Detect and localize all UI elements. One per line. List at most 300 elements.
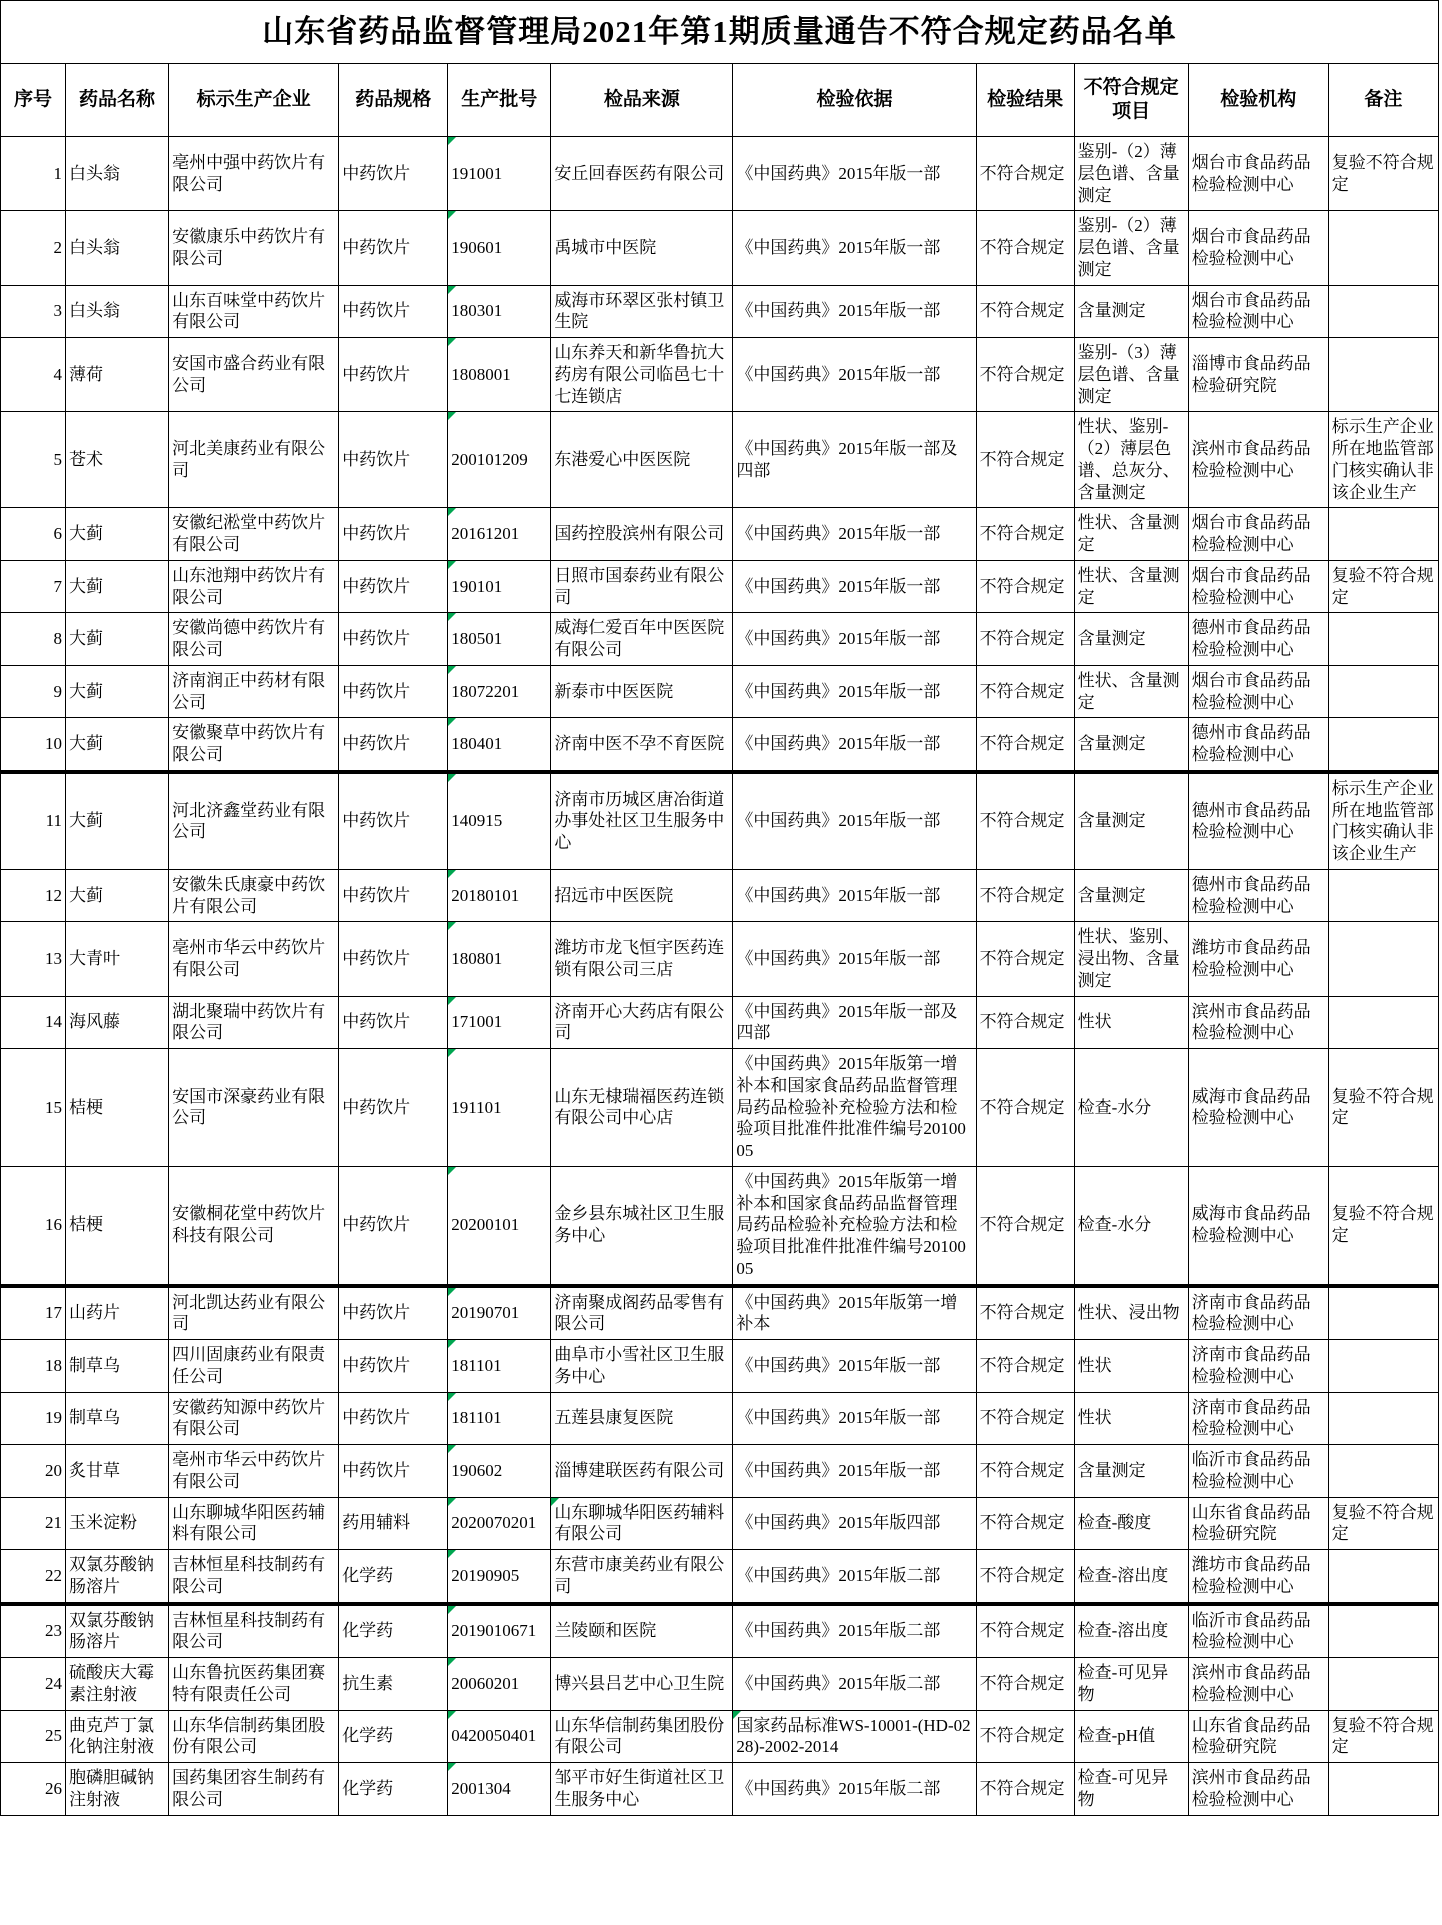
cell-sample-source-text: 威海市环翠区张村镇卫生院 (554, 290, 725, 332)
cell-batch-number-text: 20190701 (451, 1303, 520, 1323)
cell-batch-number-text: 190602 (451, 1460, 503, 1480)
cell-test-basis (733, 922, 976, 996)
cell-noncompliant-items (1074, 1286, 1188, 1340)
cell-remark (1328, 1049, 1438, 1167)
cell-noncompliant-items-text: 性状、含量测定 (1077, 565, 1180, 607)
cell-seq-number (1, 508, 66, 561)
cell-batch-number (448, 1286, 551, 1340)
cell-test-basis (733, 1392, 976, 1445)
cell-drug-name (66, 1550, 169, 1604)
cell-noncompliant-items (1074, 1392, 1188, 1445)
cell-batch-number-text: 20200101 (451, 1215, 520, 1235)
cell-sample-source (551, 137, 733, 211)
table-row (1, 922, 1439, 996)
cell-test-result (976, 1166, 1074, 1285)
cell-sample-source (551, 1166, 733, 1285)
cell-sample-source-text: 山东养天和新华鲁抗大药房有限公司临邑七十七连锁店 (554, 343, 725, 406)
cell-sample-source (551, 560, 733, 613)
cell-noncompliant-items (1074, 285, 1188, 338)
table-row (1, 1658, 1439, 1711)
cell-sample-source-text: 新泰市中医医院 (554, 681, 674, 701)
cell-manufacturer (169, 285, 339, 338)
table-row (1, 718, 1439, 772)
cell-drug-spec (339, 137, 448, 211)
table-row (1, 1392, 1439, 1445)
cell-test-result (976, 718, 1074, 772)
cell-manufacturer (169, 1658, 339, 1711)
cell-test-agency-text: 烟台市食品药品检验检测中心 (1191, 565, 1311, 607)
cell-remark (1328, 1710, 1438, 1763)
cell-batch-number-text: 191101 (451, 1097, 502, 1117)
cell-seq-number-text: 11 (45, 811, 63, 831)
cell-test-basis-text: 《中国药典》2015年版一部 (736, 949, 941, 968)
table-body (1, 137, 1439, 1816)
cell-batch-number (448, 285, 551, 338)
col-header-items: 不符合规定项目 (1074, 64, 1188, 137)
cell-sample-source-text: 淄博建联医药有限公司 (554, 1460, 725, 1480)
cell-sample-source (551, 1445, 733, 1498)
cell-sample-source (551, 508, 733, 561)
cell-drug-spec (339, 1049, 448, 1167)
cell-test-agency (1188, 137, 1328, 211)
cell-manufacturer-text: 河北美康药业有限公司 (172, 439, 326, 480)
cell-test-basis (733, 211, 976, 285)
cell-test-result (976, 1550, 1074, 1604)
cell-batch-number (448, 772, 551, 870)
cell-drug-spec (339, 1604, 448, 1658)
table-row (1, 1497, 1439, 1550)
cell-test-basis (733, 137, 976, 211)
cell-batch-number (448, 412, 551, 508)
cell-sample-source-text: 博兴县吕艺中心卫生院 (554, 1673, 725, 1693)
cell-drug-name-text: 大蓟 (69, 885, 104, 905)
cell-test-result (976, 996, 1074, 1049)
cell-test-basis-text: 《中国药典》2015年版一部 (736, 885, 941, 905)
cell-batch-number-text: 181101 (451, 1408, 502, 1428)
cell-seq-number (1, 1604, 66, 1658)
cell-drug-name (66, 412, 169, 508)
cell-seq-number-text: 19 (45, 1408, 63, 1428)
cell-test-agency-text: 德州市食品药品检验检测中心 (1191, 618, 1311, 659)
text-format-marker-icon (448, 286, 456, 294)
table-row (1, 338, 1439, 412)
cell-seq-number-text: 23 (45, 1621, 63, 1641)
cell-drug-spec (339, 1658, 448, 1711)
cell-sample-source-text: 济南开心大药店有限公司 (554, 1001, 725, 1043)
cell-remark (1328, 508, 1438, 561)
cell-noncompliant-items (1074, 338, 1188, 412)
text-format-marker-icon (733, 1711, 741, 1719)
cell-seq-number (1, 1166, 66, 1285)
cell-seq-number-text: 7 (53, 576, 63, 596)
cell-sample-source-text: 曲阜市小雪社区卫生服务中心 (554, 1345, 725, 1386)
text-format-marker-icon (448, 1498, 456, 1506)
table-row (1, 211, 1439, 285)
cell-manufacturer-text: 安国市盛合药业有限公司 (172, 353, 326, 395)
cell-drug-name-text: 白头翁 (69, 238, 121, 257)
cell-manufacturer (169, 869, 339, 922)
cell-manufacturer-text: 河北济鑫堂药业有限公司 (172, 800, 326, 842)
cell-test-basis-text: 《中国药典》2015年版一部 (736, 1355, 941, 1375)
cell-noncompliant-items (1074, 1604, 1188, 1658)
cell-drug-spec (339, 772, 448, 870)
cell-noncompliant-items (1074, 1166, 1188, 1285)
cell-drug-name (66, 613, 169, 666)
cell-noncompliant-items-text: 性状、鉴别、浸出物、含量测定 (1077, 927, 1180, 990)
cell-drug-name (66, 772, 169, 870)
cell-test-agency (1188, 1550, 1328, 1604)
text-format-marker-icon (448, 137, 456, 145)
cell-noncompliant-items-text: 含量测定 (1077, 885, 1146, 905)
col-header-seq: 序号 (1, 64, 66, 137)
cell-remark (1328, 1340, 1438, 1393)
cell-test-result (976, 1340, 1074, 1393)
cell-seq-number-text: 10 (45, 734, 63, 754)
cell-sample-source-text: 山东华信制药集团股份有限公司 (554, 1715, 725, 1757)
cell-drug-spec (339, 1392, 448, 1445)
cell-drug-spec-text: 中药饮片 (342, 949, 411, 968)
cell-test-result-text: 不符合规定 (979, 1673, 1065, 1693)
cell-batch-number (448, 1392, 551, 1445)
cell-test-result-text: 不符合规定 (979, 734, 1065, 754)
cell-seq-number (1, 1658, 66, 1711)
cell-manufacturer (169, 1445, 339, 1498)
cell-test-result (976, 211, 1074, 285)
cell-noncompliant-items-text: 含量测定 (1077, 629, 1146, 649)
cell-drug-spec-text: 中药饮片 (342, 885, 411, 905)
text-format-marker-icon (448, 211, 456, 219)
cell-manufacturer-text: 亳州中强中药饮片有限公司 (172, 152, 326, 194)
cell-sample-source-text: 国药控股滨州有限公司 (554, 524, 725, 544)
cell-manufacturer (169, 1497, 339, 1550)
cell-test-basis (733, 1763, 976, 1816)
cell-test-basis-text: 《中国药典》2015年版一部 (736, 238, 941, 257)
cell-batch-number-text: 20161201 (451, 524, 520, 544)
cell-test-result (976, 1604, 1074, 1658)
cell-drug-spec-text: 中药饮片 (342, 524, 411, 544)
text-format-marker-icon (448, 1288, 456, 1296)
cell-test-basis (733, 869, 976, 922)
cell-manufacturer (169, 1049, 339, 1167)
cell-test-basis (733, 1658, 976, 1711)
cell-noncompliant-items (1074, 1550, 1188, 1604)
cell-drug-spec-text: 药用辅料 (342, 1513, 411, 1533)
cell-noncompliant-items-text: 鉴别-（2）薄层色谱、含量测定 (1077, 216, 1180, 279)
cell-seq-number (1, 718, 66, 772)
cell-test-basis (733, 508, 976, 561)
cell-batch-number (448, 1604, 551, 1658)
cell-batch-number (448, 869, 551, 922)
cell-test-agency (1188, 211, 1328, 285)
cell-test-result-text: 不符合规定 (979, 449, 1065, 469)
cell-test-result-text: 不符合规定 (979, 1460, 1065, 1480)
cell-seq-number (1, 613, 66, 666)
cell-test-agency (1188, 1763, 1328, 1816)
cell-sample-source (551, 996, 733, 1049)
cell-drug-name (66, 1658, 169, 1711)
cell-remark-text: 复验不符合规定 (1331, 565, 1434, 607)
cell-seq-number-text: 5 (53, 449, 63, 469)
cell-noncompliant-items-text: 性状、含量测定 (1077, 670, 1180, 712)
text-format-marker-icon (448, 774, 456, 782)
text-format-marker-icon (448, 1606, 456, 1614)
cell-drug-name (66, 665, 169, 718)
cell-test-result (976, 1658, 1074, 1711)
cell-drug-name-text: 硫酸庆大霉素注射液 (69, 1663, 155, 1704)
cell-seq-number-text: 20 (45, 1460, 63, 1480)
cell-drug-spec-text: 化学药 (342, 1726, 394, 1746)
cell-drug-name-text: 双氯芬酸钠肠溶片 (69, 1555, 155, 1596)
cell-test-agency-text: 济南市食品药品检验检测中心 (1191, 1292, 1311, 1334)
cell-manufacturer-text: 亳州市华云中药饮片有限公司 (172, 938, 326, 979)
page-title: 山东省药品监督管理局2021年第1期质量通告不符合规定药品名单 (262, 13, 1177, 49)
cell-batch-number (448, 1763, 551, 1816)
cell-batch-number-text: 1808001 (451, 364, 511, 384)
cell-remark (1328, 996, 1438, 1049)
cell-test-agency-text: 德州市食品药品检验检测中心 (1191, 800, 1311, 842)
cell-drug-spec-text: 中药饮片 (342, 629, 411, 649)
cell-test-result-text: 不符合规定 (979, 629, 1065, 649)
cell-test-basis (733, 1340, 976, 1393)
text-format-marker-icon (448, 1711, 456, 1719)
cell-test-agency (1188, 508, 1328, 561)
cell-manufacturer-text: 国药集团容生制药有限公司 (172, 1768, 326, 1809)
cell-drug-name (66, 1049, 169, 1167)
cell-remark-text: 复验不符合规定 (1331, 1715, 1434, 1757)
cell-drug-spec (339, 665, 448, 718)
cell-drug-name (66, 922, 169, 996)
cell-drug-spec (339, 412, 448, 508)
cell-test-agency (1188, 665, 1328, 718)
cell-remark (1328, 1604, 1438, 1658)
cell-test-agency-text: 滨州市食品药品检验检测中心 (1191, 1768, 1311, 1809)
cell-seq-number-text: 18 (45, 1355, 63, 1375)
cell-drug-spec-text: 中药饮片 (342, 811, 411, 831)
cell-test-basis-text: 《中国药典》2015年版一部 (736, 364, 941, 384)
cell-manufacturer (169, 338, 339, 412)
cell-remark (1328, 665, 1438, 718)
cell-test-basis-text: 《中国药典》2015年版一部 (736, 163, 941, 183)
table-row (1, 137, 1439, 211)
cell-noncompliant-items (1074, 613, 1188, 666)
cell-sample-source-text: 禹城市中医院 (554, 238, 657, 257)
cell-test-result-text: 不符合规定 (979, 1215, 1065, 1235)
cell-seq-number-text: 25 (45, 1726, 63, 1746)
cell-test-basis-text: 国家药品标准WS-10001-(HD-0228)-2002-2014 (736, 1715, 971, 1757)
cell-drug-spec (339, 869, 448, 922)
cell-test-agency-text: 威海市食品药品检验检测中心 (1191, 1086, 1311, 1128)
cell-noncompliant-items (1074, 412, 1188, 508)
cell-sample-source (551, 412, 733, 508)
cell-test-agency (1188, 1445, 1328, 1498)
cell-drug-spec (339, 508, 448, 561)
cell-drug-name-text: 玉米淀粉 (69, 1513, 138, 1533)
col-header-basis: 检验依据 (733, 64, 976, 137)
cell-test-result-text: 不符合规定 (979, 1012, 1065, 1032)
cell-test-result-text: 不符合规定 (979, 301, 1065, 321)
cell-drug-name (66, 137, 169, 211)
col-header-name: 药品名称 (66, 64, 169, 137)
cell-test-result (976, 560, 1074, 613)
cell-drug-name (66, 869, 169, 922)
cell-sample-source-text: 邹平市好生街道社区卫生服务中心 (554, 1768, 725, 1809)
cell-test-result (976, 1497, 1074, 1550)
cell-drug-spec-text: 中药饮片 (342, 163, 411, 183)
cell-drug-spec-text: 中药饮片 (342, 238, 411, 257)
col-header-note: 备注 (1328, 64, 1438, 137)
cell-sample-source-text: 东港爱心中医医院 (554, 449, 691, 469)
col-header-agency: 检验机构 (1188, 64, 1328, 137)
cell-drug-name-text: 薄荷 (69, 364, 104, 384)
cell-sample-source-text: 金乡县东城社区卫生服务中心 (554, 1204, 725, 1246)
text-format-marker-icon (448, 613, 456, 621)
cell-manufacturer (169, 772, 339, 870)
cell-test-result (976, 1445, 1074, 1498)
cell-test-result (976, 869, 1074, 922)
cell-seq-number (1, 772, 66, 870)
cell-noncompliant-items-text: 检查-酸度 (1077, 1513, 1152, 1533)
cell-remark-text: 复验不符合规定 (1331, 1086, 1434, 1128)
cell-sample-source (551, 1658, 733, 1711)
cell-drug-name (66, 1763, 169, 1816)
cell-drug-spec (339, 1550, 448, 1604)
cell-seq-number-text: 2 (53, 238, 63, 257)
cell-test-agency (1188, 1049, 1328, 1167)
cell-noncompliant-items-text: 检查-水分 (1077, 1097, 1152, 1117)
cell-drug-name-text: 大蓟 (69, 811, 104, 831)
cell-drug-name (66, 285, 169, 338)
cell-remark (1328, 137, 1438, 211)
cell-test-agency (1188, 869, 1328, 922)
cell-batch-number-text: 200101209 (451, 449, 528, 469)
cell-remark-text: 标示生产企业所在地监管部门核实确认非该企业生产 (1331, 417, 1434, 502)
cell-seq-number (1, 996, 66, 1049)
cell-test-result-text: 不符合规定 (979, 1726, 1065, 1746)
cell-batch-number-text: 181101 (451, 1355, 502, 1375)
cell-drug-spec (339, 560, 448, 613)
cell-test-agency (1188, 1166, 1328, 1285)
cell-drug-spec (339, 718, 448, 772)
cell-noncompliant-items (1074, 922, 1188, 996)
cell-batch-number (448, 137, 551, 211)
cell-seq-number (1, 1392, 66, 1445)
cell-seq-number (1, 1763, 66, 1816)
cell-drug-name (66, 338, 169, 412)
cell-batch-number-text: 18072201 (451, 681, 520, 701)
cell-drug-spec (339, 1166, 448, 1285)
cell-sample-source-text: 安丘回春医药有限公司 (554, 163, 725, 183)
cell-noncompliant-items-text: 检查-可见异物 (1077, 1663, 1169, 1704)
cell-batch-number-text: 171001 (451, 1012, 503, 1032)
cell-drug-name-text: 白头翁 (69, 301, 121, 321)
table-row (1, 1550, 1439, 1604)
cell-sample-source-text: 山东聊城华阳医药辅料有限公司 (554, 1502, 725, 1544)
cell-remark (1328, 1497, 1438, 1550)
cell-test-agency-text: 滨州市食品药品检验检测中心 (1191, 439, 1311, 480)
cell-remark (1328, 285, 1438, 338)
table-row (1, 1763, 1439, 1816)
cell-batch-number (448, 613, 551, 666)
cell-batch-number-text: 191001 (451, 163, 503, 183)
cell-sample-source-text: 济南中医不孕不育医院 (554, 734, 725, 754)
cell-noncompliant-items-text: 含量测定 (1077, 301, 1146, 321)
cell-noncompliant-items (1074, 137, 1188, 211)
cell-test-result-text: 不符合规定 (979, 885, 1065, 905)
cell-test-result-text: 不符合规定 (979, 811, 1065, 831)
cell-test-basis-text: 《中国药典》2015年版一部及四部 (736, 439, 958, 480)
cell-drug-name (66, 560, 169, 613)
cell-manufacturer (169, 560, 339, 613)
cell-seq-number (1, 412, 66, 508)
cell-drug-name-text: 制草乌 (69, 1355, 121, 1375)
cell-test-basis-text: 《中国药典》2015年版一部 (736, 524, 941, 544)
cell-test-result-text: 不符合规定 (979, 364, 1065, 384)
cell-noncompliant-items-text: 含量测定 (1077, 811, 1146, 831)
cell-remark (1328, 772, 1438, 870)
cell-test-basis-text: 《中国药典》2015年版第一增补本和国家食品药品监督管理局药品检验补充检验方法和检验项目批准件批准件编号2010005 (736, 1054, 966, 1160)
cell-test-basis (733, 1445, 976, 1498)
cell-test-basis (733, 1550, 976, 1604)
cell-seq-number-text: 17 (45, 1303, 63, 1323)
cell-drug-name (66, 1710, 169, 1763)
cell-seq-number (1, 1286, 66, 1340)
cell-manufacturer-text: 河北凯达药业有限公司 (172, 1292, 326, 1334)
text-format-marker-icon (448, 338, 456, 346)
text-format-marker-icon (448, 1763, 456, 1771)
cell-test-result (976, 1286, 1074, 1340)
cell-test-result (976, 412, 1074, 508)
cell-test-agency-text: 烟台市食品药品检验检测中心 (1191, 152, 1311, 194)
cell-noncompliant-items-text: 性状、鉴别-（2）薄层色谱、总灰分、含量测定 (1077, 417, 1180, 502)
cell-seq-number-text: 16 (45, 1215, 63, 1235)
cell-test-basis (733, 560, 976, 613)
cell-batch-number (448, 560, 551, 613)
cell-sample-source (551, 665, 733, 718)
cell-noncompliant-items-text: 鉴别-（2）薄层色谱、含量测定 (1077, 142, 1180, 205)
cell-sample-source (551, 718, 733, 772)
text-format-marker-icon (448, 508, 456, 516)
cell-noncompliant-items (1074, 1340, 1188, 1393)
cell-sample-source-text: 五莲县康复医院 (554, 1408, 674, 1428)
cell-manufacturer-text: 亳州市华云中药饮片有限公司 (172, 1450, 326, 1491)
cell-remark (1328, 560, 1438, 613)
cell-test-result (976, 665, 1074, 718)
cell-test-basis-text: 《中国药典》2015年版二部 (736, 1673, 941, 1693)
cell-sample-source (551, 1340, 733, 1393)
cell-seq-number-text: 21 (45, 1513, 63, 1533)
cell-manufacturer-text: 安徽尚德中药饮片有限公司 (172, 618, 326, 659)
text-format-marker-icon (448, 1658, 456, 1666)
cell-manufacturer (169, 1604, 339, 1658)
cell-remark (1328, 613, 1438, 666)
cell-test-agency (1188, 338, 1328, 412)
text-format-marker-icon (551, 1498, 559, 1506)
col-header-spec: 药品规格 (339, 64, 448, 137)
cell-test-basis (733, 338, 976, 412)
cell-test-agency-text: 济南市食品药品检验检测中心 (1191, 1397, 1311, 1439)
cell-seq-number-text: 3 (53, 301, 63, 321)
cell-manufacturer-text: 湖北聚瑞中药饮片有限公司 (172, 1001, 326, 1043)
cell-test-basis (733, 1497, 976, 1550)
cell-seq-number (1, 1550, 66, 1604)
col-header-batch: 生产批号 (448, 64, 551, 137)
cell-test-agency (1188, 285, 1328, 338)
cell-batch-number (448, 665, 551, 718)
cell-noncompliant-items-text: 鉴别-（3）薄层色谱、含量测定 (1077, 343, 1180, 406)
text-format-marker-icon (448, 1049, 456, 1057)
cell-test-agency-text: 烟台市食品药品检验检测中心 (1191, 513, 1311, 554)
cell-batch-number-text: 190601 (451, 238, 503, 257)
